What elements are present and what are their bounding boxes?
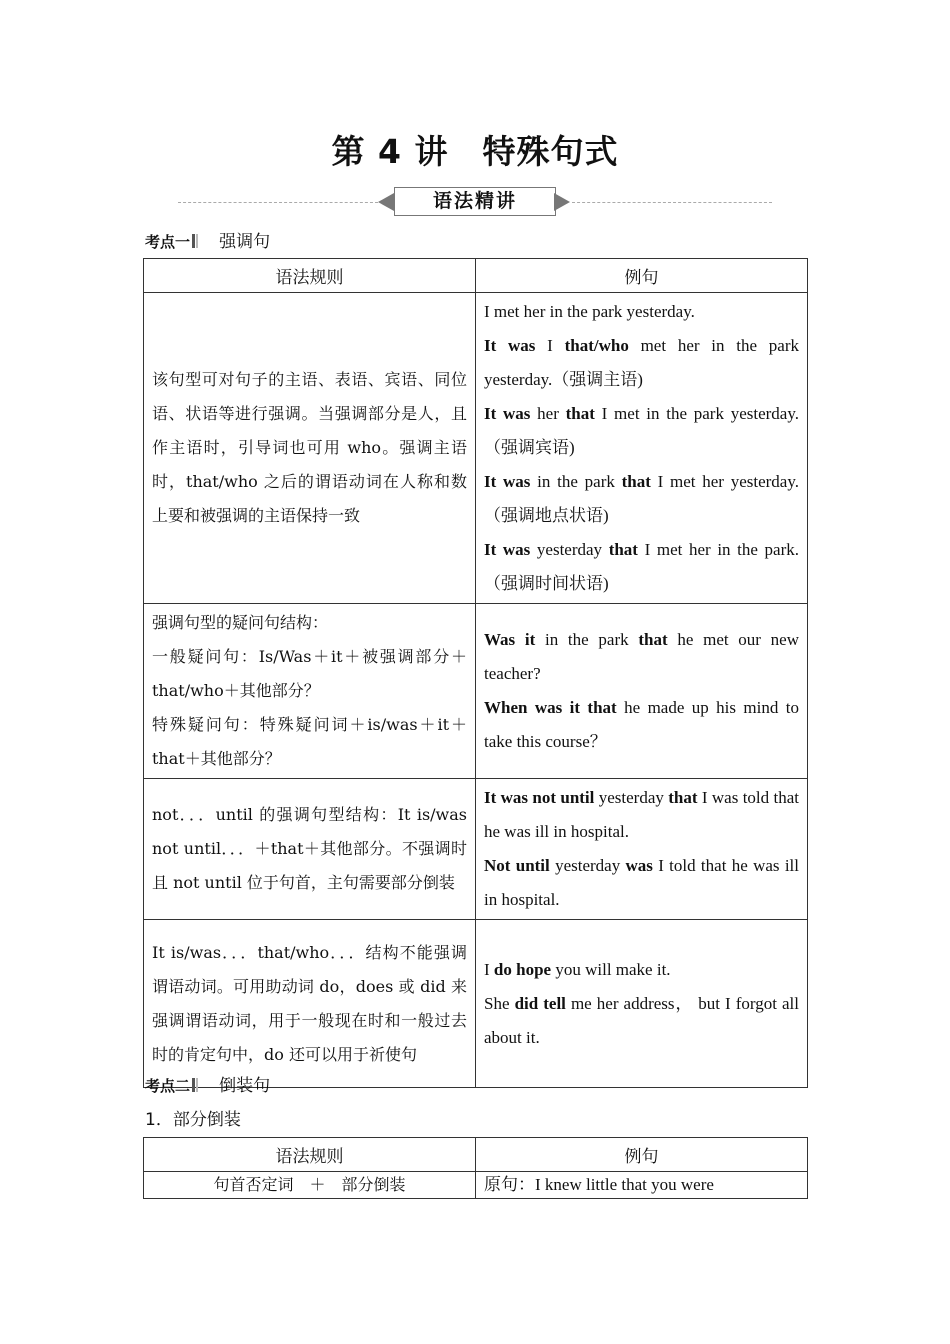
rule-cell: 该句型可对句子的主语、表语、宾语、同位语、状语等进行强调。当强调部分是人，且作主语时，引导词也可用 who。强调主语时，that/who 之后的谓语动词在人称和数上要和被强调的主语保持一致 [144, 293, 476, 604]
example-sentence: Not until yesterday was I told that he was ill in hospital. [484, 856, 799, 909]
example-cell: 原句：I knew little that you were [476, 1172, 808, 1199]
example-sentence: I met her in the park yesterday. [484, 302, 695, 321]
section-tag: 考点二 [145, 1077, 191, 1095]
section-name: 强调句 [219, 232, 271, 252]
section-banner [378, 185, 572, 217]
example-sentence: She did tell me her address， but I forgot all about it. [484, 993, 799, 1047]
example-sentence: It was her that I met in the park yesterday.（强调宾语) [484, 404, 799, 457]
example-cell [476, 779, 808, 920]
rule-cell: not．．．until 的强调句型结构：It is/was not until．．．＋that＋其他部分。不强调时且 not until 位于句首，主句需要部分倒装 [144, 779, 476, 920]
example-sentence: It was not until yesterday that I was told that he was ill in hospital. [484, 788, 799, 841]
example-sentence: Was it in the park that he met our new teacher? [484, 630, 799, 683]
banner-right-arrow-icon [554, 193, 570, 211]
header-rule: 语法规则 [144, 1138, 476, 1172]
tag-bar-icon [196, 1078, 198, 1092]
example-sentence: It was yesterday that I met her in the park.（强调时间状语) [484, 540, 800, 593]
header-example: 例句 [476, 259, 808, 293]
example-sentence: It was in the park that I met her yesterday.（强调地点状语) [484, 472, 799, 525]
section-name: 倒装句 [219, 1076, 271, 1096]
banner-line-right [572, 202, 772, 203]
section-heading-1 [145, 227, 271, 252]
rule-cell: It is/was．．．that/who．．．结构不能强调谓语动词。可用助动词 do，does 或 did 来强调谓语动词，用于一般现在时和一般过去时的肯定句中，do 还可以用于祈使句 [144, 920, 476, 1088]
inversion-table [143, 1137, 808, 1199]
section-heading-2 [145, 1071, 271, 1096]
page-title: 第 4 讲 特殊句式 [331, 132, 619, 171]
rule-cell: 句首否定词 ＋ 部分倒装 [144, 1172, 476, 1199]
tag-bar-icon [192, 234, 195, 248]
banner-left-arrow-icon [378, 193, 394, 211]
example-cell [476, 604, 808, 779]
rule-cell: 强调句型的疑问句结构： 一般疑问句：Is/Was＋it＋被强调部分＋that/who＋其他部分？ 特殊疑问句：特殊疑问词＋is/was＋it＋that＋其他部分？ [144, 604, 476, 779]
tag-bar-icon [192, 1078, 195, 1092]
banner-label: 语法精讲 [394, 187, 556, 216]
subheading: 1．部分倒装 [145, 1110, 241, 1130]
example-sentence: I do hope you will make it. [484, 959, 671, 979]
example-sentence: When was it that he made up his mind to take this course？ [484, 698, 799, 751]
section-tag: 考点一 [145, 233, 191, 251]
example-cell [476, 920, 808, 1088]
header-example: 例句 [476, 1138, 808, 1172]
example-cell [476, 293, 808, 604]
banner-line-left [178, 202, 378, 203]
tag-bar-icon [196, 234, 198, 248]
example-sentence: It was I that/who met her in the park yesterday.（强调主语) [484, 336, 799, 389]
emphasis-table [143, 258, 808, 1088]
header-rule: 语法规则 [144, 259, 476, 293]
